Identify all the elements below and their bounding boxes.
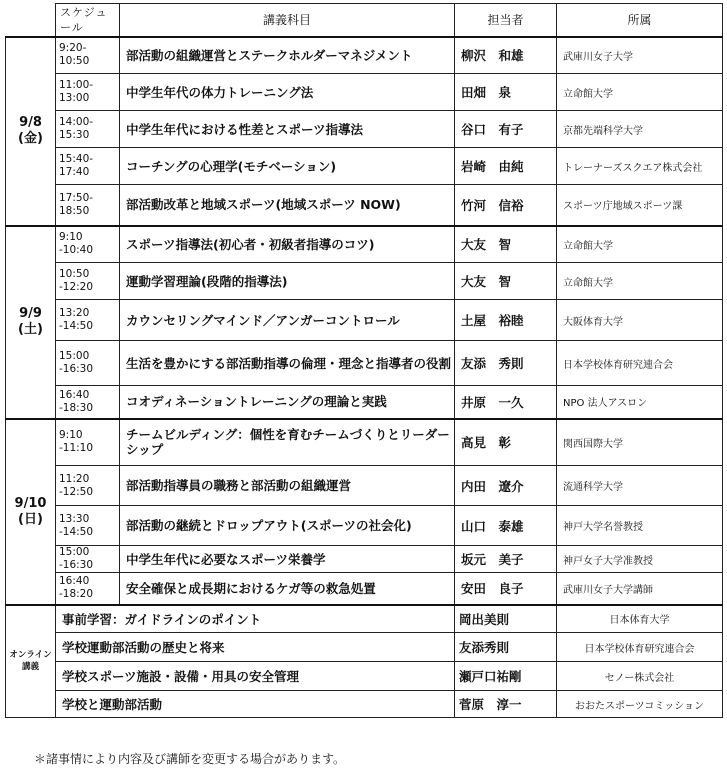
header-subject: 講義科目 [120,4,455,37]
session-affiliation: 武庫川女子大学 [557,37,723,74]
table-row [6,546,723,573]
table-row [6,419,723,466]
table-row [6,37,723,74]
session-affiliation: 大阪体育大学 [557,300,723,341]
online-affiliation: 日本学校体育研究連合会 [557,633,723,662]
day-of-week: (日) [18,511,43,527]
session-instructor: 高見 彰 [455,419,557,466]
session-time [56,419,120,466]
session-time [56,263,120,300]
time-end: -11:10 [59,442,94,455]
session-time [56,148,120,185]
online-affiliation: おおたスポーツコミッション [557,691,723,718]
session-subject: 部活動の組織運営とステークホルダーマネジメント [120,37,455,74]
table-row [6,573,723,605]
time-start: 15:00 [59,546,90,558]
online-row [6,662,723,691]
session-affiliation: 立命館大学 [557,263,723,300]
online-row [6,691,723,718]
session-instructor: 岩崎 由純 [455,148,557,185]
online-affiliation: 日本体育大学 [557,605,723,633]
session-subject: 運動学習理論(段階的指導法) [120,263,455,300]
time-end: 17:40 [59,166,90,178]
header-affiliation: 所属 [557,4,723,37]
time-start: 9:10 [59,231,83,244]
header-instructor: 担当者 [455,4,557,37]
session-instructor: 山口 泰雄 [455,506,557,546]
table-row [6,506,723,546]
time-end: -18:20 [59,588,94,601]
time-start: 9:20- [59,42,87,55]
session-instructor: 土屋 裕睦 [455,300,557,341]
session-affiliation: 神戸大学名誉教授 [557,506,723,546]
session-affiliation: 立命館大学 [557,74,723,111]
session-instructor: 柳沢 和雄 [455,37,557,74]
online-subject: 学校スポーツ施設・設備・用具の安全管理 [56,662,455,691]
session-subject: 部活動指導員の職務と部活動の組織運営 [120,466,455,506]
table-row [6,300,723,341]
online-row [6,605,723,633]
table-row [6,466,723,506]
time-end: 15:30 [59,129,90,141]
session-time [56,466,120,506]
session-affiliation: 流通科学大学 [557,466,723,506]
session-affiliation: 京都先端科学大学 [557,111,723,148]
session-subject: チームビルディング：個性を育むチームづくりとリーダーシップ [120,419,455,466]
time-end: -10:40 [59,244,94,257]
session-instructor: 田畑 泉 [455,74,557,111]
session-time [56,74,120,111]
online-instructor: 友添秀則 [455,633,557,662]
table-row [6,263,723,300]
session-instructor: 谷口 有子 [455,111,557,148]
session-subject: 中学生年代に必要なスポーツ栄養学 [120,546,455,573]
day-of-week: (土) [18,322,43,337]
online-instructor: 岡出美則 [455,605,557,633]
session-time [56,111,120,148]
session-affiliation: スポーツ庁地域スポーツ課 [557,185,723,226]
table-row [6,74,723,111]
time-start: 16:40 [59,575,90,588]
time-end: -14:50 [59,320,94,332]
day-of-week: (金) [18,131,43,146]
day-date: 9/8 [19,115,42,130]
session-instructor: 竹河 信裕 [455,185,557,226]
time-start: 9:10 [59,429,83,442]
online-instructor: 瀬戸口祐剛 [455,662,557,691]
online-instructor: 菅原 淳一 [455,691,557,718]
session-affiliation: 日本学校体育研究連合会 [557,341,723,386]
session-affiliation: 武庫川女子大学講師 [557,573,723,605]
session-subject: カウンセリングマインド／アンガーコントロール [120,300,455,341]
session-time [56,300,120,341]
day-cell [6,226,56,419]
session-instructor: 内田 遼介 [455,466,557,506]
session-subject: コーチングの心理学(モチベーション) [120,148,455,185]
session-time [56,506,120,546]
footnote: ＊諸事情により内容及び講師を変更する場合があります。 [34,752,346,766]
time-start: 13:30 [59,512,90,525]
time-end: 18:50 [59,204,90,217]
day-cell [6,419,56,605]
online-subject: 学校と運動部活動 [56,691,455,718]
time-start: 10:50 [59,268,90,280]
time-start: 17:50- [59,191,94,204]
session-subject: 安全確保と成長期におけるケガ等の救急処置 [120,573,455,605]
session-time [56,573,120,605]
table-row [6,148,723,185]
day-date: 9/9 [19,306,42,321]
session-subject: 中学生年代における性差とスポーツ指導法 [120,111,455,148]
session-time [56,341,120,386]
online-subject: 事前学習：ガイドラインのポイント [56,605,455,633]
online-row [6,633,723,662]
time-end: -14:50 [59,525,94,538]
time-end: -16:30 [59,559,94,571]
time-end: -12:20 [59,281,94,293]
schedule-table [5,3,723,718]
session-subject: 部活動改革と地域スポーツ(地域スポーツ NOW) [120,185,455,226]
session-subject: 部活動の継続とドロップアウト(スポーツの社会化) [120,506,455,546]
session-subject: 中学生年代の体力トレーニング法 [120,74,455,111]
table-row [6,226,723,263]
session-affiliation: 関西国際大学 [557,419,723,466]
session-time [56,546,120,573]
time-end: -18:30 [59,401,94,414]
day-cell [6,37,56,226]
session-instructor: 安田 良子 [455,573,557,605]
time-start: 15:00 [59,350,90,362]
time-start: 16:40 [59,388,90,401]
session-instructor: 友添 秀則 [455,341,557,386]
session-affiliation: 神戸女子大学准教授 [557,546,723,573]
session-time [56,226,120,263]
session-time [56,386,120,419]
day-date: 9/10 [14,495,47,511]
session-time [56,185,120,226]
time-end: 10:50 [59,55,90,68]
session-affiliation: トレーナーズスクエア株式会社 [557,148,723,185]
table-row [6,386,723,419]
time-start: 13:20 [59,307,90,319]
session-instructor: 大友 智 [455,263,557,300]
session-instructor: 坂元 美子 [455,546,557,573]
online-subject: 学校運動部活動の歴史と将来 [56,633,455,662]
session-subject: 生活を豊かにする部活動指導の倫理・理念と指導者の役割 [120,341,455,386]
table-row [6,111,723,148]
online-affiliation: セノー株式会社 [557,662,723,691]
session-subject: スポーツ指導法(初心者・初級者指導のコツ) [120,226,455,263]
time-start: 11:20 [59,472,90,485]
session-affiliation: NPO 法人アスロン [557,386,723,419]
time-start: 11:00- [59,79,94,91]
online-label: オンライン講義 [6,605,56,718]
time-end: 13:00 [59,92,90,104]
session-time [56,37,120,74]
session-instructor: 大友 智 [455,226,557,263]
session-subject: コオディネーショントレーニングの理論と実践 [120,386,455,419]
time-start: 14:00- [59,116,94,128]
session-instructor: 井原 一久 [455,386,557,419]
time-start: 15:40- [59,153,94,165]
table-row [6,341,723,386]
time-end: -16:30 [59,363,94,375]
table-header-row [6,4,723,37]
header-corner [6,4,56,37]
time-end: -12:50 [59,485,94,498]
header-schedule: スケジュール [56,4,120,37]
table-row [6,185,723,226]
session-affiliation: 立命館大学 [557,226,723,263]
